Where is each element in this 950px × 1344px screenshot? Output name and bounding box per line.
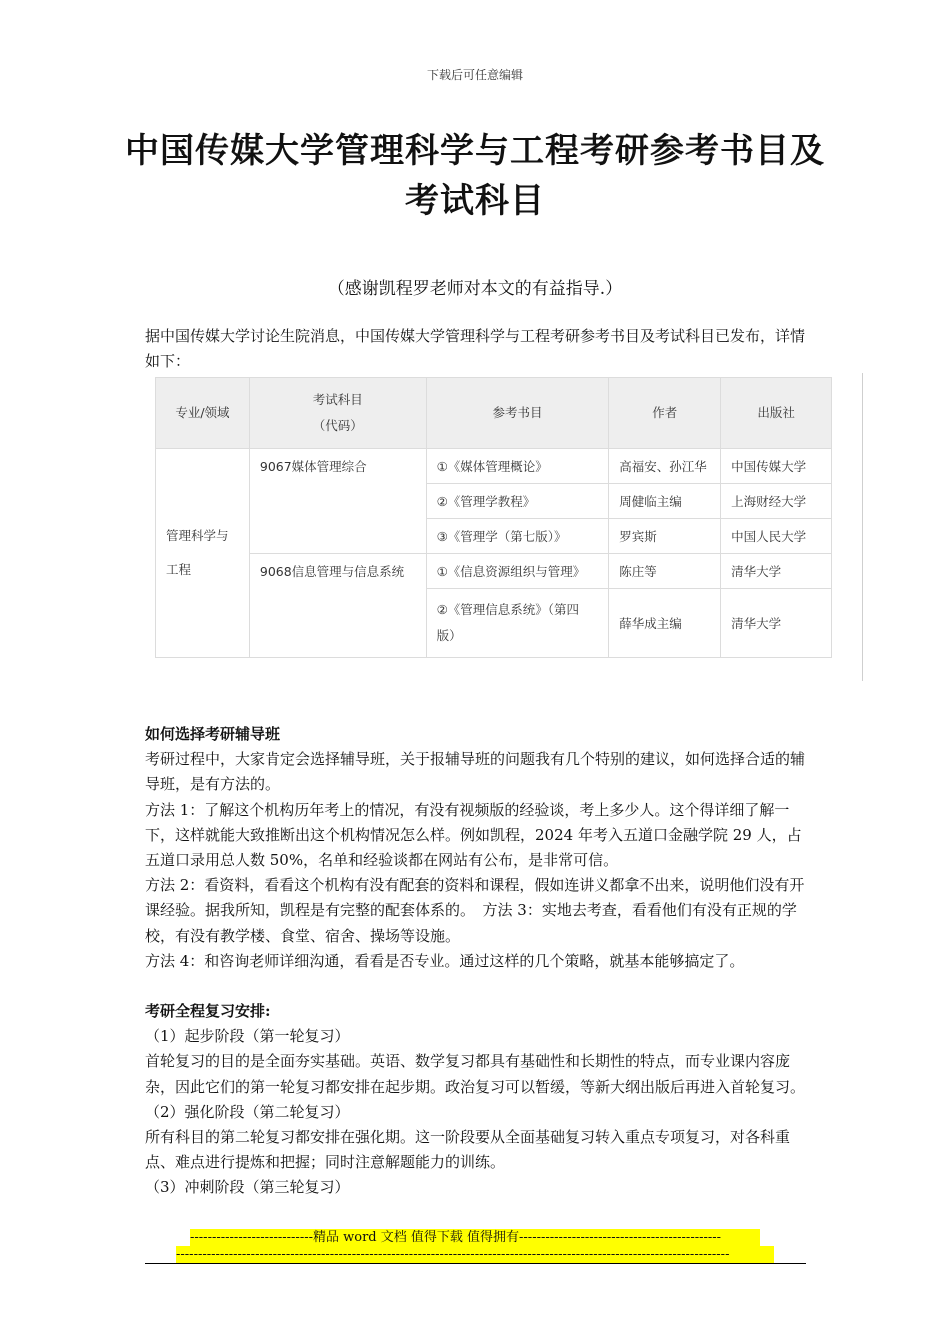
subject-cell: 9068信息管理与信息系统 [249, 554, 426, 658]
reference-table-image [155, 377, 832, 658]
publisher-cell: 清华大学 [721, 554, 832, 589]
table-header-row [156, 378, 832, 449]
paragraph: 方法 2：看资料，看看这个机构有没有配套的资料和课程，假如连讲义都拿不出来，说明他们没有开课经验。据我所知，凯程是有完整的配套体系的。 方法 3：实地去考查，看看他们有没有正规的学校，有没有教学楼、食堂、宿舍、操场等设施。 [145, 876, 805, 945]
header-author: 作者 [609, 378, 721, 449]
footer-rule [145, 1263, 806, 1264]
header-subject-line1: 考试科目 [312, 392, 363, 407]
author-cell: 高福安、孙江华 [609, 449, 721, 484]
footer-banner [0, 1229, 950, 1263]
book-cell: ③《管理学（第七版）》 [426, 519, 609, 554]
paragraph: 首轮复习的目的是全面夯实基础。英语、数学复习都具有基础性和长期性的特点，而专业课内容庞杂，因此它们的第一轮复习都安排在起步期。政治复习可以暂缓，等新大纲出版后再进入首轮复习。 [145, 1052, 806, 1096]
footer-line1: ----------------------------精品 word 文档 值得下载 值得拥有---------------------------------------------- [190, 1229, 760, 1246]
header-note: 下载后可任意编辑 [426, 68, 523, 82]
header-subject [249, 378, 426, 449]
header-publisher: 出版社 [721, 378, 832, 449]
paragraph: 方法 4：和咨询老师详细沟通，看看是否专业。通过这样的几个策略，就基本能够搞定了。 [145, 951, 745, 970]
table-row [156, 449, 832, 484]
paragraph: 考研过程中，大家肯定会选择辅导班，关于报辅导班的问题我有几个特别的建议，如何选择合适的辅导班，是有方法的。 [145, 750, 806, 794]
major-line1: 管理科学与 [166, 528, 229, 543]
publisher-cell: 上海财经大学 [721, 484, 832, 519]
major-line2: 工程 [166, 562, 192, 577]
book-line1: ②《管理信息系统》（第四 [436, 602, 580, 617]
publisher-cell: 中国人民大学 [721, 519, 832, 554]
publisher-cell: 清华大学 [721, 589, 832, 658]
stage-title: （2）强化阶段（第二轮复习） [145, 1102, 350, 1121]
footer-line2: ------------------------------------------------------------------------------------------------------------------------------ [176, 1246, 774, 1263]
header-subject-line2: （代码） [312, 418, 363, 433]
reference-table [155, 377, 832, 658]
author-cell: 罗宾斯 [609, 519, 721, 554]
book-cell: ②《管理学教程》 [426, 484, 609, 519]
table-row [156, 554, 832, 589]
stage-title: （1）起步阶段（第一轮复习） [145, 1027, 350, 1046]
paragraph: 方法 1：了解这个机构历年考上的情况，有没有视频版的经验谈，考上多少人。这个得详细了解一下，这样就能大致推断出这个机构情况怎么样。例如凯程，2024 年考入五道口金融学院 29 人，占五道口录用总人数 50%，名单和经验谈都在网站有公布，是非常可信。 [145, 800, 802, 870]
paragraph: 所有科目的第二轮复习都安排在强化期。这一阶段要从全面基础复习转入重点专项复习，对各科重点、难点进行提炼和把握；同时注意解题能力的训练。 [145, 1128, 791, 1172]
document-title: 中国传媒大学管理科学与工程考研参考书目及考试科目 [125, 131, 825, 221]
section-heading-schedule: 考研全程复习安排: [145, 1002, 271, 1021]
spacer [145, 974, 810, 999]
acknowledgement: （感谢凯程罗老师对本文的有益指导.） [327, 279, 623, 299]
image-edge-line [862, 373, 863, 681]
intro-paragraph: 据中国传媒大学讨论生院消息，中国传媒大学管理科学与工程考研参考书目及考试科目已发布，详情如下： [145, 327, 806, 370]
section-heading-tutoring: 如何选择考研辅导班 [145, 725, 281, 743]
major-cell [156, 449, 250, 658]
book-cell: ①《媒体管理概论》 [426, 449, 609, 484]
author-cell: 陈庄等 [609, 554, 721, 589]
author-cell: 薛华成主编 [609, 589, 721, 658]
publisher-cell: 中国传媒大学 [721, 449, 832, 484]
header-book: 参考书目 [426, 378, 609, 449]
book-line2: 版） [436, 628, 462, 643]
book-cell [426, 589, 609, 658]
stage-title: （3）冲刺阶段（第三轮复习） [145, 1178, 350, 1197]
header-major: 专业/领域 [156, 378, 250, 449]
subject-cell: 9067媒体管理综合 [249, 449, 426, 554]
body-text [145, 722, 810, 1201]
author-cell: 周健临主编 [609, 484, 721, 519]
book-cell: ①《信息资源组织与管理》 [426, 554, 609, 589]
